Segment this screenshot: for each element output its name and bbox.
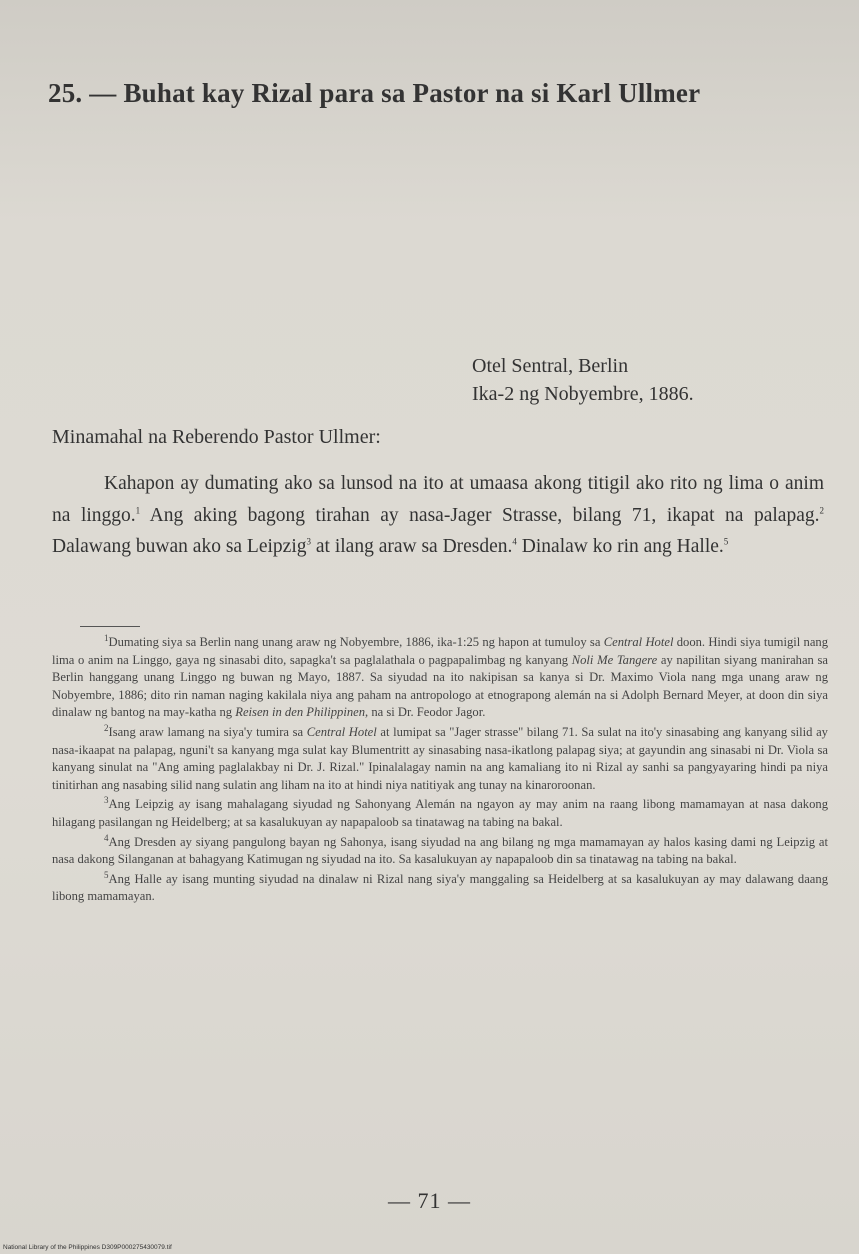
footnote-marker: 4	[512, 536, 517, 547]
footnote-text: Isang araw lamang na siya'y tumira sa	[108, 724, 307, 739]
footnote-4	[52, 834, 828, 869]
footnote-text: doon. Hindi siya tumigil nang lima o anim na Linggo, gaya ng sinasabi dito, sapagka't sa paglalathala o pagpapalimbag ng kanyang	[52, 635, 829, 667]
body-sentence: Ang aking bagong tirahan ay nasa-Jager Strasse, bilang 71, ikapat na palapag.	[140, 504, 820, 526]
footnote-2	[52, 724, 828, 794]
body-sentence: Dalawang buwan ako sa Leipzig	[52, 536, 307, 557]
footnote-number: 3	[104, 795, 109, 806]
body-sentence: Dinalaw ko rin ang Halle.	[516, 536, 724, 557]
footnote-text: ay napilitan siyang manirahan sa Berlin hanggang unang Linggo ng buwan ng Mayo, 1887. Sa siyudad na ito nakipisan sa kanya si Dr. Maximo Viola nang mga unang araw ng Nobyembre, 1886; dito rin naman naging kakilala niya ang paham na antropologo at etnograpong alemán na si Adolph Bernard Meyer, at doon din siya dinalaw ng bantog na may-katha ng	[52, 652, 828, 720]
letter-title: 25. — Buhat kay Rizal para sa Pastor na si Karl Ullmer	[48, 78, 701, 108]
footnote-text: Dumating siya sa Berlin nang unang araw ng Nobyembre, 1886, ika-1:25 ng hapon at tumuloy sa	[108, 635, 604, 649]
dateline	[472, 352, 694, 408]
footnote-3	[52, 796, 828, 831]
footnote-marker: 5	[723, 536, 729, 547]
body-sentence: at ilang araw sa Dresden.	[311, 536, 513, 557]
dateline-date: Ika-2 ng Nobyembre, 1886.	[472, 383, 694, 405]
dateline-place: Otel Sentral, Berlin	[472, 355, 629, 377]
footnote-marker: 2	[819, 505, 824, 515]
scan-credit: National Library of the Philippines D309P000275430079.tif	[3, 1244, 172, 1251]
footnote-italic: Central Hotel	[306, 724, 377, 739]
footnote-5	[52, 871, 828, 906]
footnote-number: 2	[104, 722, 109, 733]
footnote-divider	[80, 626, 140, 627]
footnote-number: 4	[104, 832, 109, 843]
footnote-italic: Noli Me Tangere	[571, 652, 658, 667]
page-number: — 71 —	[388, 1188, 471, 1213]
salutation: Minamahal na Reberendo Pastor Ullmer:	[52, 426, 381, 448]
body-paragraph	[52, 468, 824, 563]
footnote-italic: Reisen in den Philippinen	[235, 705, 366, 720]
footnotes	[52, 634, 828, 908]
footnote-number: 1	[104, 632, 109, 643]
footnote-text: Ang Leipzig ay isang mahalagang siyudad ng Sahonyang Alemán na ngayon ay may anim na raang libong mamamayan at nasa dakong hilagang pasilangan ng Heidelberg; at sa kasalukuyan ay napapaloob sa tinatawag na tabing na bakal.	[52, 797, 828, 829]
footnote-text: at lumipat sa "Jager strasse" bilang 71. Sa sulat na ito'y sinasabing ang kanyang silid ay nasa-ikaapat na palapag, nguni't sa kanyang mga sulat kay Blumentritt ay sinasabing nasa-ikatlong palapag siya; at gayundin ang sinasabi ni Dr. Viola sa kanyang sinulat na "Ang aming paglalakbay ni Dr. J. Rizal." Ipinalalagay namin na ang kamaliang ito ni Rizal ay sanhi sa pangyayaring hindi pa niya tinitirhan ang nasabing silid nang sulatin ang liham na ito at hindi niya natitiyak ang tunay na kinaroroonan.	[52, 724, 828, 792]
letter-body	[52, 468, 824, 563]
footnote-text: , na si Dr. Feodor Jagor.	[365, 705, 486, 720]
footnote-1	[52, 634, 828, 722]
footnote-marker: 3	[306, 536, 311, 547]
footnote-text: Ang Dresden ay siyang pangulong bayan ng Sahonya, isang siyudad na ang bilang ng mga mamamayan ay halos kasing dami ng Leipzig at nasa dakong Silanganan at bahagyang Katimugan ng siyudad na ito. Sa kasalukuyan ay napapaloob din sa tinatawag na tabing na bakal.	[52, 834, 828, 867]
footnote-number: 5	[104, 869, 109, 880]
footnote-marker: 1	[135, 505, 141, 515]
footnote-text: Ang Halle ay isang munting siyudad na dinalaw ni Rizal nang siya'y manggaling sa Heidelberg at sa kasalukuyan ay may dalawang daang libong mamamayan.	[52, 871, 828, 904]
footnote-italic: Central Hotel	[603, 635, 674, 649]
body-sentence: Kahapon ay dumating ako sa lunsod na ito at umaasa akong titigil ako rito ng lima o anim na linggo.	[52, 473, 824, 526]
